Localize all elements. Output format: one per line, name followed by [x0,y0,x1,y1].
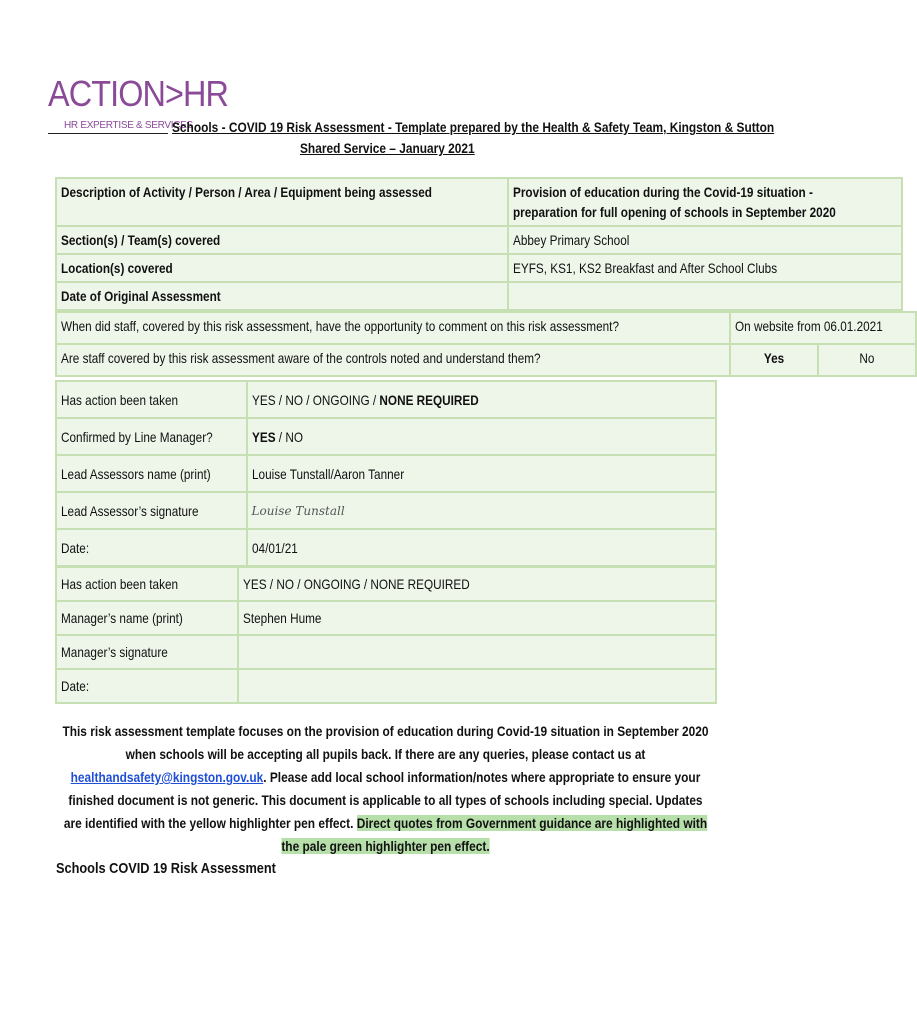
activity-label: Description of Activity / Person / Area / Equipment being assessed [61,184,432,200]
table-row [56,492,716,529]
table-row [56,344,916,376]
table-row [56,282,902,310]
table-row [56,567,716,601]
original-date-label: Date of Original Assessment [61,288,221,304]
section-label: Section(s) / Team(s) covered [61,232,221,248]
logo-wordmark: ACTION>HR [48,73,229,114]
manager-table [55,566,717,704]
table-row [56,312,916,344]
manager-date-value [238,669,716,703]
table-row [56,418,716,455]
activity-value-line1: Provision of education during the Covid-19 situation - [512,184,813,200]
action-hr-logo [48,73,248,131]
aware-yes: Yes [764,350,785,366]
document-title: Schools - COVID 19 Risk Assessment - Template prepared by the Health & Safety Team, Kingston & Sutton [172,119,775,135]
table-row [56,226,902,254]
manager-action-value: YES / NO / ONGOING / NONE REQUIRED [243,576,470,592]
table-row [56,529,716,566]
activity-value-line2: preparation for full opening of schools in September 2020 [512,204,836,220]
logo-underline [48,133,168,134]
contact-email-link[interactable]: healthandsafety@kingston.gov.uk [70,769,264,785]
table-row [56,178,902,226]
manager-name-value: Stephen Hume [243,610,322,626]
table-row [56,381,716,418]
table-row [56,601,716,635]
table-row [56,254,902,282]
table-row [56,455,716,492]
manager-signature-value [238,635,716,669]
section-heading: Schools COVID 19 Risk Assessment [56,860,276,877]
lead-date-value: 04/01/21 [251,539,298,556]
location-label: Location(s) covered [61,260,173,276]
manager-action-label: Has action been taken [61,576,179,592]
comment-answer: On website from 06.01.2021 [735,318,884,334]
manager-name-label: Manager’s name (print) [61,610,183,626]
manager-date-label: Date: [61,678,90,694]
confirmed-yes: YES [251,428,276,445]
lead-date-label: Date: [61,539,90,556]
intro-paragraph [60,720,710,858]
aware-no: No [859,350,875,366]
action-taken-none-required: NONE REQUIRED [378,391,479,408]
lead-signature-image: Louise Tunstall [251,504,345,518]
intro-text-2: . Please add local school information/notes where appropriate to ensure your finished document is not generic. This document is applicable to all types of schools including special. Updates are identified with the yellow highlighter pen effect. [63,769,703,831]
confirmed-label: Confirmed by Line Manager? [61,428,213,445]
lead-name-label: Lead Assessors name (print) [61,465,211,482]
action-taken-label: Has action been taken [61,391,179,408]
intro-text-1: This risk assessment template focuses on the provision of education during Covid-19 situation in September 2020 when schools will be accepting all pupils back. If there are any queries, please contact us at [62,723,709,762]
assessment-details-table [55,177,903,311]
lead-assessor-table [55,380,717,567]
aware-question: Are staff covered by this risk assessment aware of the controls noted and understand them? [61,350,541,366]
green-highlight-text: Direct quotes from Government guidance are highlighted with the pale green highlighter pen effect. [281,815,708,854]
logo-tagline: HR EXPERTISE & SERVICES [64,120,193,131]
section-value: Abbey Primary School [512,232,629,248]
table-row [56,669,716,703]
lead-name-value: Louise Tunstall/Aaron Tanner [251,465,404,482]
confirmed-no: / NO [275,428,303,445]
staff-consultation-table [55,311,917,377]
document-title-line2: Shared Service – January 2021 [300,140,475,156]
location-value: EYFS, KS1, KS2 Breakfast and After School Clubs [512,260,777,276]
comment-question: When did staff, covered by this risk assessment, have the opportunity to comment on this risk assessment? [61,318,619,334]
manager-signature-label: Manager’s signature [61,644,168,660]
action-taken-value: YES / NO / ONGOING / [251,391,379,408]
lead-signature-label: Lead Assessor’s signature [61,502,199,519]
table-row [56,635,716,669]
